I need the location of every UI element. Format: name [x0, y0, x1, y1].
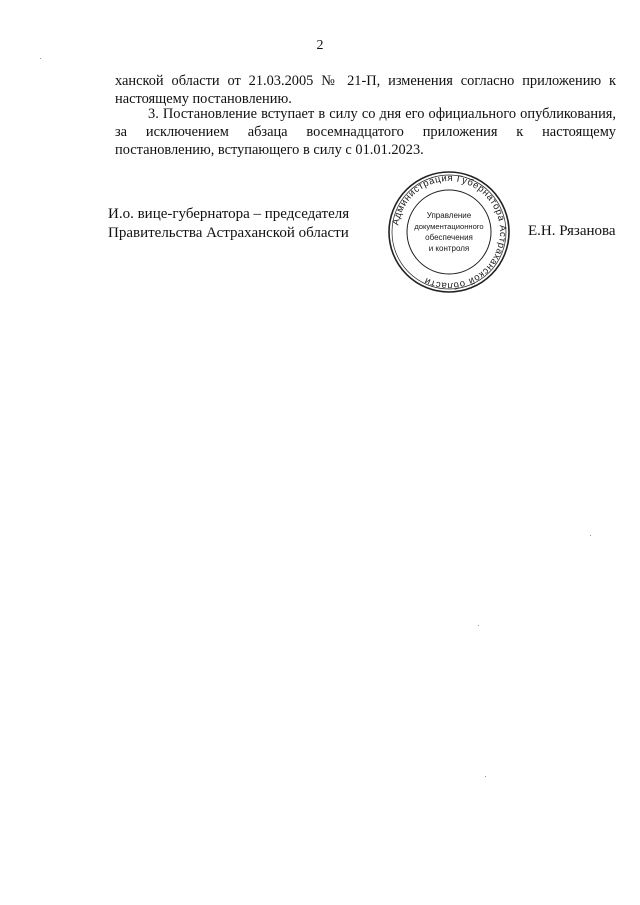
- seal-line2: документационного: [414, 222, 484, 231]
- scan-speck: [485, 776, 486, 777]
- signer-title-line1: И.о. вице-губернатора – председателя: [108, 206, 350, 222]
- official-seal: [387, 170, 511, 294]
- scan-speck: [590, 535, 591, 536]
- signer-name: Е.Н. Рязанова: [528, 223, 616, 239]
- seal-line4: и контроля: [428, 244, 470, 253]
- paragraph-3: 3. Постановление вступает в силу со дня его официального опубликования, за исключением абзаца восемнадцатого приложения к настоящему постановлению, вступающего в силу с 01.01.2023.: [115, 106, 616, 158]
- signer-title: [108, 205, 349, 243]
- seal-center-ring: [407, 190, 491, 274]
- seal-line1: Управление: [426, 211, 472, 220]
- page-number: 2: [316, 38, 324, 53]
- signer-title-line2: Правительства Астраханской области: [108, 225, 349, 241]
- paragraph-2-continuation: ханской области от 21.03.2005 № 21-П, изменения согласно приложению к настоящему постановлению.: [115, 73, 616, 107]
- scan-speck: [40, 58, 41, 59]
- scan-speck: [478, 625, 479, 626]
- seal-ring-text: Администрация Губернатора Астраханской области: [390, 172, 509, 292]
- seal-line3: обеспечения: [425, 233, 473, 242]
